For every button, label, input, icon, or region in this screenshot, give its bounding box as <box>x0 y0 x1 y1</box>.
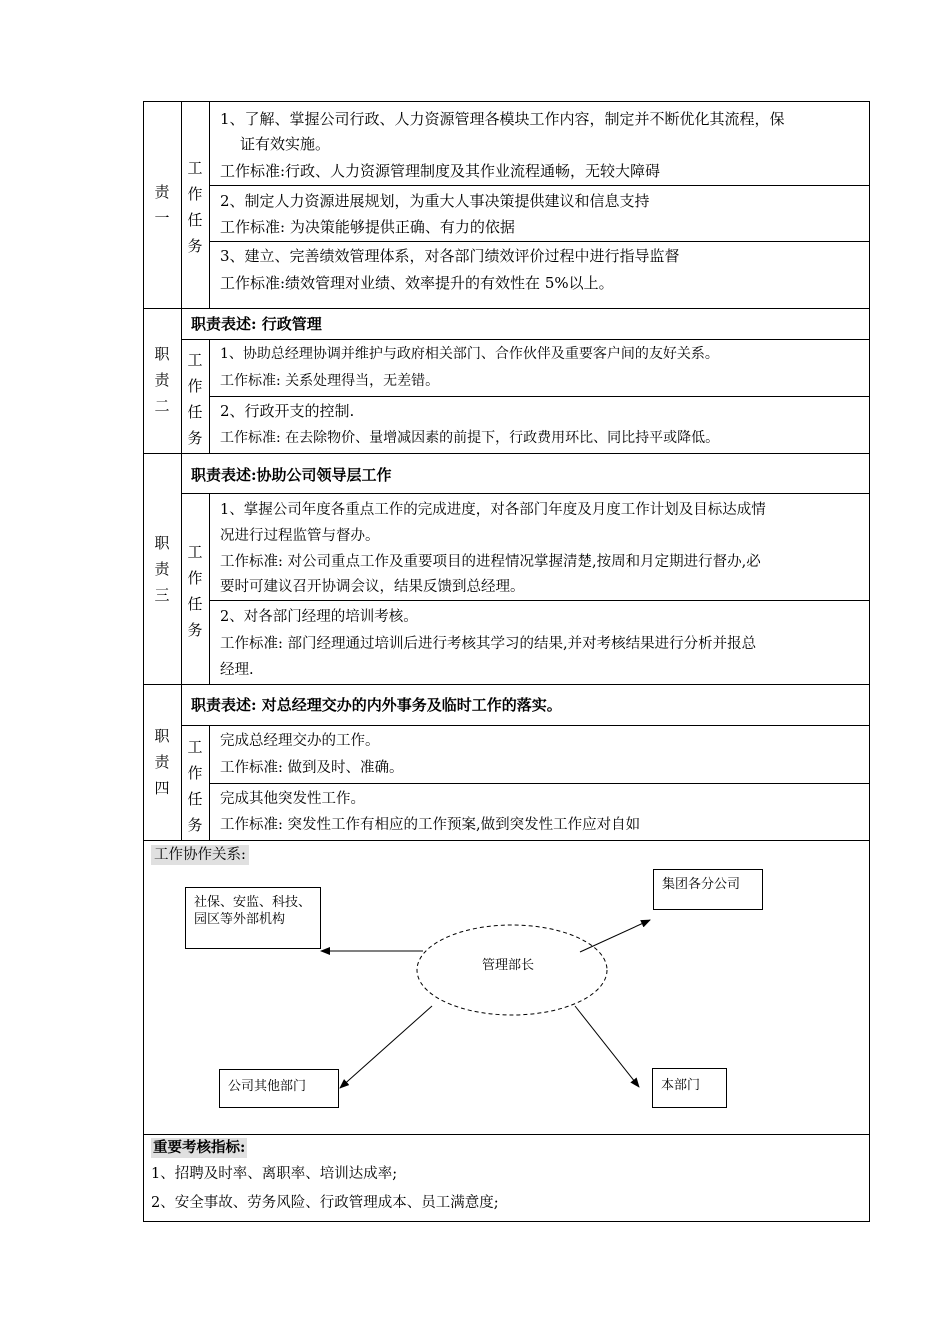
duty1-task2-line1: 2、制定人力资源进展规划，为重大人事决策提供建议和信息支持 <box>220 192 650 210</box>
task-divider <box>209 783 870 784</box>
duty2-task2-line1: 2、行政开支的控制. <box>220 402 355 420</box>
col-divider <box>181 684 182 840</box>
duty1-label: 责一 <box>154 183 170 227</box>
row-divider <box>143 1134 870 1135</box>
task-divider <box>209 241 870 242</box>
col-divider <box>181 308 182 453</box>
duty4-task-label: 工作任务 <box>187 738 203 834</box>
center-node-label: 管理部长 <box>482 958 535 973</box>
duty1-task-label: 工作任务 <box>187 159 203 255</box>
duty4-task2-standard: 工作标准: 突发性工作有相应的工作预案,做到突发性工作应对自如 <box>220 817 641 833</box>
duty4-description: 职责表述: 对总经理交办的内外事务及临时工作的落实。 <box>191 696 562 714</box>
row-divider <box>143 684 870 685</box>
duty3-task2-line1: 2、对各部门经理的培训考核。 <box>220 609 418 625</box>
duty2-task1-line1: 1、协助总经理协调并维护与政府相关部门、合作伙伴及重要客户间的友好关系。 <box>220 346 719 362</box>
duty4-task2-line1: 完成其他突发性工作。 <box>220 791 365 807</box>
arrow-to-own-dept <box>575 1006 639 1087</box>
duty3-task2-standard-line1: 工作标准: 部门经理通过培训后进行考核其学习的结果,并对考核结果进行分析并报总 <box>220 636 757 652</box>
row-divider <box>143 308 870 309</box>
duty2-task-label: 工作任务 <box>187 351 203 447</box>
duty4-label: 职责四 <box>154 727 170 797</box>
desc-divider <box>181 725 870 726</box>
kpi-title: 重要考核指标: <box>153 1139 246 1156</box>
own-department-box: 本部门 <box>652 1068 727 1108</box>
duty1-task2-standard: 工作标准: 为决策能够提供正确、有力的依据 <box>220 218 515 236</box>
kpi-item: 2、安全事故、劳务风险、行政管理成本、员工满意度; <box>151 1195 499 1211</box>
task-divider <box>209 600 870 601</box>
other-departments-box: 公司其他部门 <box>219 1069 339 1108</box>
col-divider <box>209 493 210 684</box>
duty3-task1-line2: 况进行过程监管与督办。 <box>220 528 380 544</box>
arrow-to-other-dept <box>340 1006 432 1088</box>
duty4-task1-standard: 工作标准: 做到及时、准确。 <box>220 760 404 776</box>
duty1-task3-standard: 工作标准:绩效管理对业绩、效率提升的有效性在 5%以上。 <box>220 274 614 292</box>
col-divider <box>181 453 182 684</box>
duty1-task1-line2: 证有效实施。 <box>240 135 331 153</box>
row-divider <box>143 453 870 454</box>
desc-divider <box>181 339 870 340</box>
duty2-task1-standard: 工作标准: 关系处理得当，无差错。 <box>220 373 440 389</box>
arrow-to-group <box>580 920 650 952</box>
group-branches-box: 集团各分公司 <box>653 869 763 910</box>
duty2-description: 职责表述: 行政管理 <box>191 315 322 333</box>
duty3-task2-standard-line2: 经理. <box>220 662 254 678</box>
duty2-task2-standard: 工作标准: 在去除物价、量增减因素的前提下，行政费用环比、同比持平或降低。 <box>220 430 720 446</box>
desc-divider <box>181 493 870 494</box>
duty3-task-label: 工作任务 <box>187 543 203 639</box>
duty3-task1-standard-line1: 工作标准: 对公司重点工作及重要项目的进程情况掌握清楚,按周和月定期进行督办,必 <box>220 554 761 570</box>
duty3-label: 职责三 <box>154 534 170 604</box>
duty3-task1-standard-line2: 要时可建议召开协调会议，结果反馈到总经理。 <box>220 579 525 595</box>
job-description-table <box>143 101 870 1222</box>
duty1-task1-standard: 工作标准:行政、人力资源管理制度及其作业流程通畅，无较大障碍 <box>220 162 661 180</box>
relations-title: 工作协作关系: <box>151 845 249 865</box>
duty1-task1-line1: 1、了解、掌握公司行政、人力资源管理各模块工作内容，制定并不断优化其流程，保 <box>220 110 785 128</box>
duty1-task3-line1: 3、建立、完善绩效管理体系，对各部门绩效评价过程中进行指导监督 <box>220 247 680 265</box>
duty4-task1-line1: 完成总经理交办的工作。 <box>220 733 380 749</box>
duty3-description: 职责表述:协助公司领导层工作 <box>191 466 392 484</box>
kpi-item: 1、招聘及时率、离职率、培训达成率; <box>151 1166 398 1182</box>
external-agencies-box: 社保、安监、科技、园区等外部机构 <box>185 887 321 949</box>
col-divider <box>209 101 210 308</box>
duty2-label: 职责二 <box>154 345 170 415</box>
task-divider <box>209 185 870 186</box>
col-divider <box>181 101 182 308</box>
task-divider <box>209 396 870 397</box>
duty3-task1-line1: 1、掌握公司年度各重点工作的完成进度，对各部门年度及月度工作计划及目标达成情 <box>220 502 766 518</box>
